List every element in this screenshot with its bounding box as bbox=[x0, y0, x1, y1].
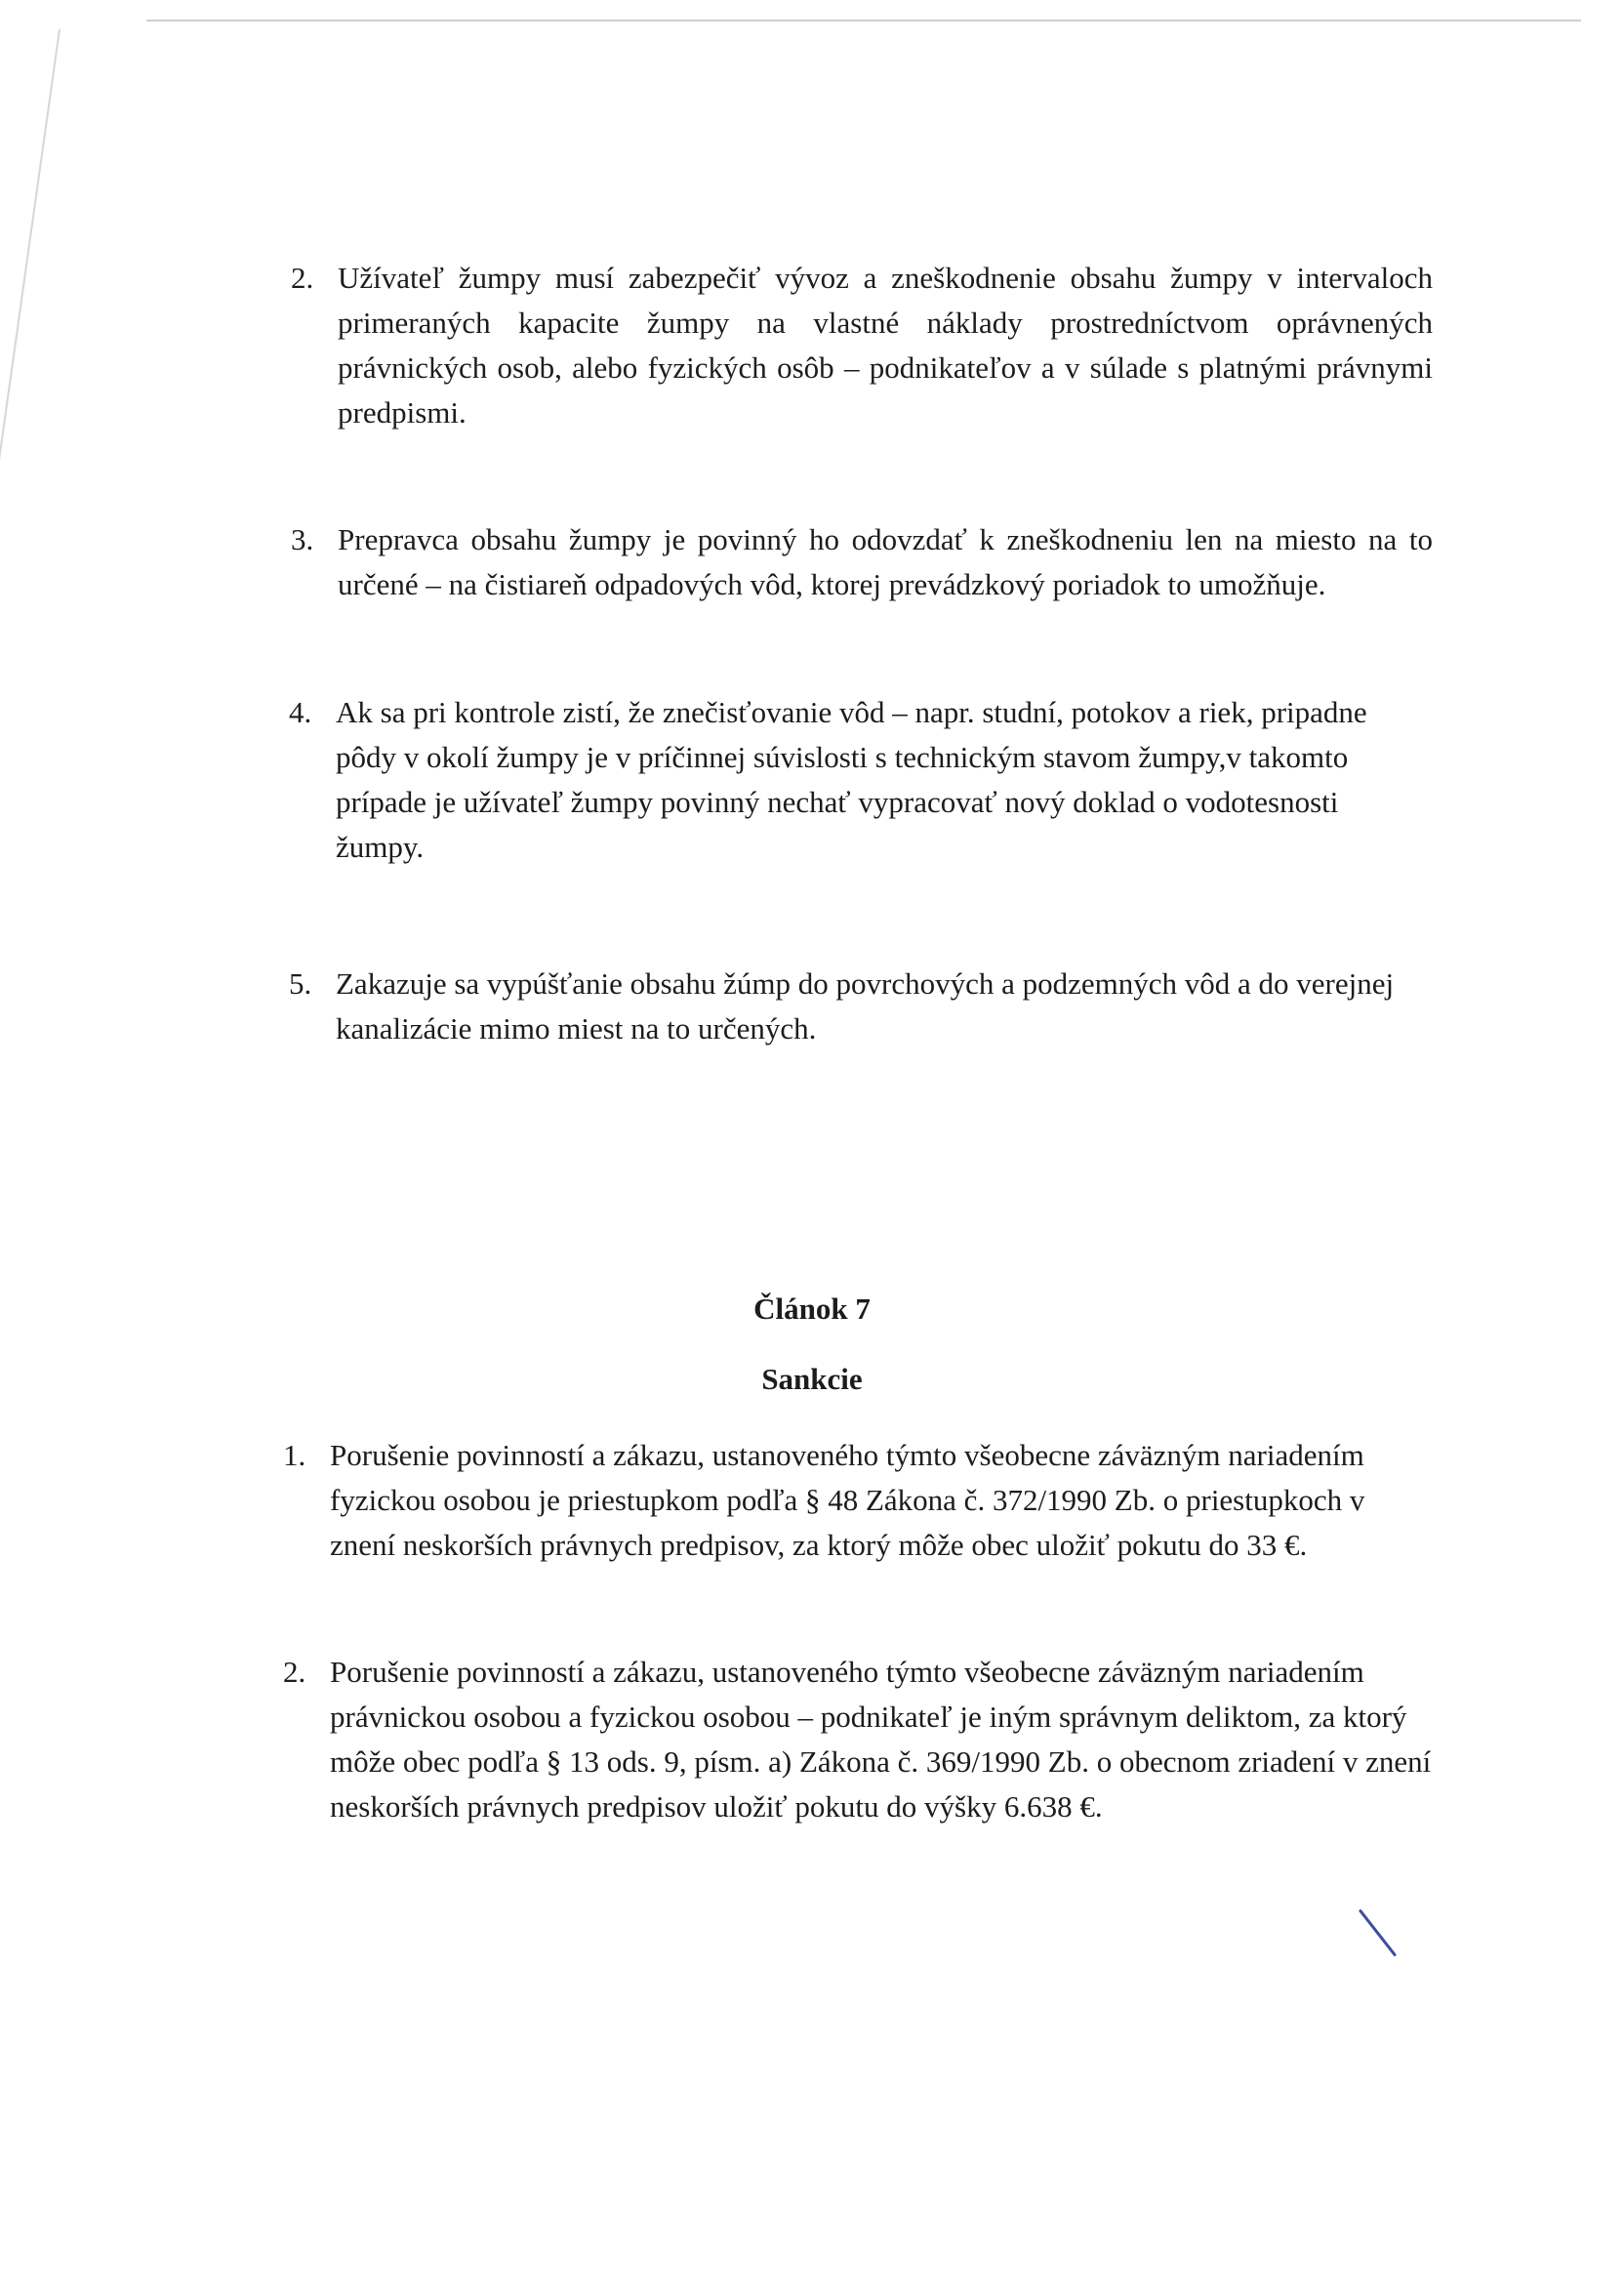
scan-edge-left bbox=[0, 29, 61, 532]
article6-item-5 bbox=[289, 962, 1421, 1051]
scan-edge-top bbox=[146, 20, 1581, 21]
article6-item-4 bbox=[289, 690, 1372, 870]
item-text: Ak sa pri kontrole zistí, že znečisťovanie vôd – napr. studní, potokov a riek, pripadne pôdy v okolí žumpy je v príčinnej súvislosti s technickým stavom žumpy,v takomto prípade je užívateľ žumpy povinný nechať vypracovať nový doklad o vodotesnosti žumpy. bbox=[336, 695, 1367, 864]
item-text: Porušenie povinností a zákazu, ustanoveného týmto všeobecne záväzným nariadením fyzickou osobou je priestupkom podľa § 48 Zákona č. 372/1990 Zb. o priestupkoch v znení neskorších právnych predpisov, za ktorý môže obec uložiť pokutu do 33 €. bbox=[330, 1438, 1365, 1562]
item-text: Porušenie povinností a zákazu, ustanoveného týmto všeobecne záväzným nariadením právnickou osobou a fyzickou osobou – podnikateľ je iným správnym deliktom, za ktorý môže obec podľa § 13 ods. 9, písm. a) Zákona č. 369/1990 Zb. o obecnom zriadení v znení neskorších právnych predpisov uložiť pokutu do výšky 6.638 €. bbox=[330, 1655, 1432, 1824]
item-number: 1. bbox=[283, 1438, 306, 1472]
article6-item-2 bbox=[291, 256, 1433, 435]
article7-item-1 bbox=[283, 1433, 1415, 1568]
item-text: Prepravca obsahu žumpy je povinný ho odovzdať k zneškodneniu len na miesto na to určené – na čistiareň odpadových vôd, ktorej prevádzkový poriadok to umožňuje. bbox=[338, 522, 1433, 601]
item-number: 2. bbox=[291, 261, 314, 295]
article7-heading: Článok 7 bbox=[753, 1292, 871, 1326]
item-text: Zakazuje sa vypúšťanie obsahu žúmp do povrchových a podzemných vôd a do verejnej kanalizácie mimo miest na to určených. bbox=[336, 966, 1395, 1046]
item-number: 2. bbox=[283, 1655, 306, 1689]
item-number: 5. bbox=[289, 966, 312, 1001]
article7-item-2 bbox=[283, 1650, 1435, 1829]
item-number: 4. bbox=[289, 695, 312, 729]
article7-subheading: Sankcie bbox=[761, 1362, 863, 1396]
article6-item-3 bbox=[291, 517, 1433, 607]
item-text: Užívateľ žumpy musí zabezpečiť vývoz a zneškodnenie obsahu žumpy v intervaloch primeraných kapacite žumpy na vlastné náklady prostredníctvom oprávnených právnických osob, alebo fyzických osôb – podnikateľov a v súlade s platnými právnymi predpismi. bbox=[338, 261, 1433, 430]
item-number: 3. bbox=[291, 522, 314, 556]
pen-mark bbox=[1359, 1908, 1397, 1956]
